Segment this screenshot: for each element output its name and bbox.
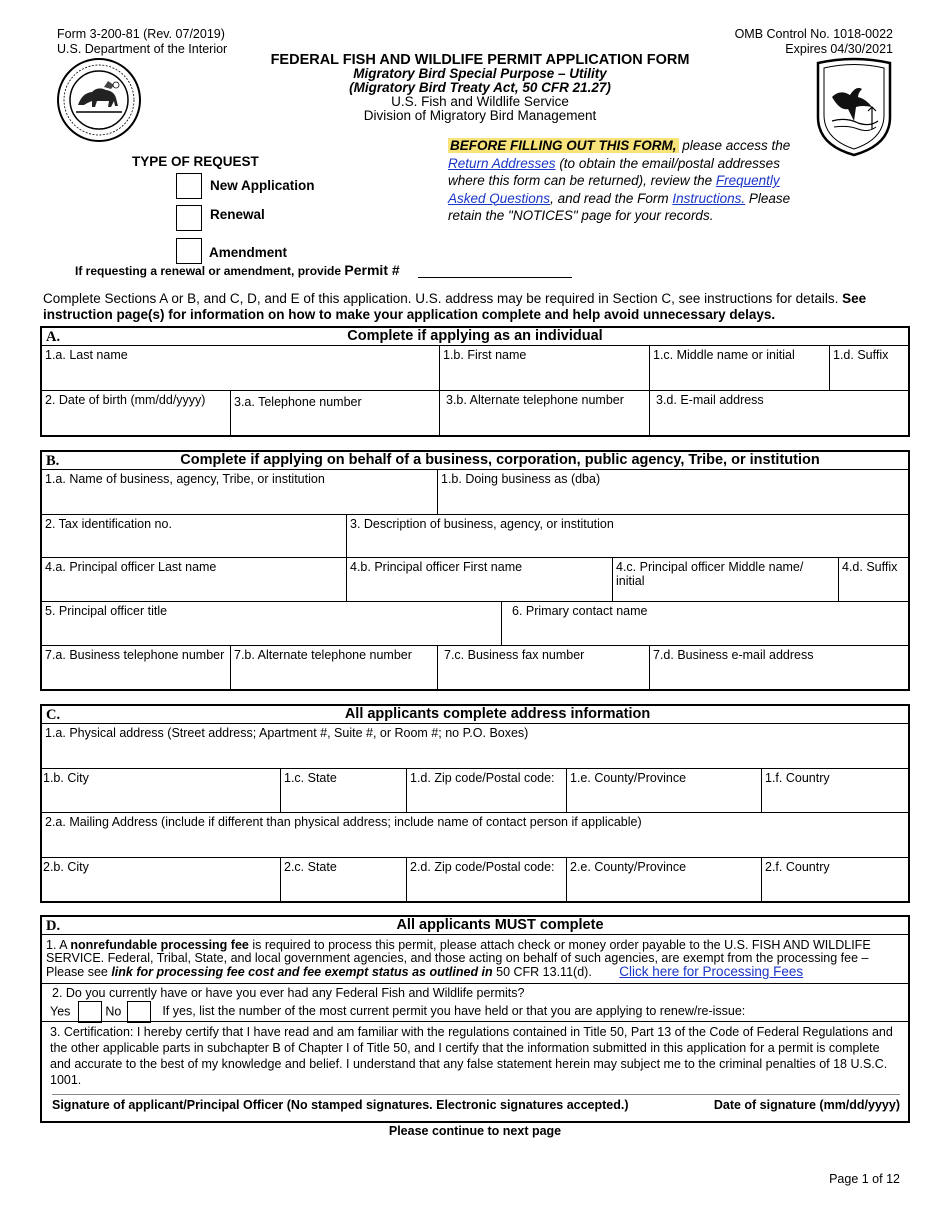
page-number: Page 1 of 12	[829, 1172, 900, 1186]
certification-text: 3. Certification: I hereby certify that I have read and am familiar with the regulations contained in Title 50, Part 13 of the Code of Federal Regulations and the other applicable parts in subchapter B of Chapter I of Title 50, and I certify that the information submitted in this application for a permit is complete and accurate to the best of my knowledge and belief. I understand that any false statement herein may subject me to the criminal penalties of 18 U.S.C. 1001.	[50, 1025, 893, 1087]
section-b	[40, 450, 910, 691]
section-a-header	[42, 328, 908, 346]
signature-date-label: Date of signature (mm/dd/yyyy)	[713, 1098, 900, 1112]
form-authority: (Migratory Bird Treaty Act, 50 CFR 21.27)	[349, 80, 611, 95]
business-name-label: 1.a. Name of business, agency, Tribe, or institution	[45, 472, 325, 486]
business-telephone-field[interactable]	[42, 646, 231, 690]
section-c-row-4	[42, 858, 908, 901]
section-c-title: All applicants complete address information	[344, 706, 651, 722]
business-fax-field[interactable]	[438, 646, 650, 690]
officer-middle-name-field[interactable]	[613, 558, 839, 601]
physical-address-label: 1.a. Physical address (Street address; Apartment #, Suite #, or Room #; no P.O. Boxes)	[45, 726, 529, 740]
notice-text-2: (to obtain the email/postal addresses where this form can be returned), review the	[448, 155, 780, 188]
alternate-telephone-field[interactable]	[440, 391, 650, 435]
section-a-row-2	[42, 391, 908, 435]
section-b-header	[42, 452, 908, 470]
officer-suffix-field[interactable]	[839, 558, 908, 601]
instructions-link[interactable]: Instructions.	[672, 190, 746, 206]
section-a-row-1	[42, 346, 908, 391]
telephone-field[interactable]	[231, 391, 440, 435]
zip-2-field[interactable]	[407, 858, 567, 901]
previous-permits-question: 2. Do you currently have or have you ever had any Federal Fish and Wildlife permits?	[52, 986, 525, 1000]
email-label: 3.d. E-mail address	[656, 393, 764, 407]
business-alt-telephone-label: 7.b. Alternate telephone number	[234, 648, 412, 662]
faq-link[interactable]: Frequently Asked Questions	[448, 173, 780, 206]
yes-label: Yes	[50, 1004, 71, 1019]
expiration-date: Expires 04/30/2021	[785, 42, 893, 56]
middle-name-field[interactable]	[650, 346, 830, 390]
section-d	[40, 915, 910, 1123]
processing-fees-link[interactable]: Click here for Processing Fees	[619, 964, 804, 979]
division-name: Division of Migratory Bird Management	[363, 108, 597, 123]
section-a-letter: A.	[46, 329, 61, 345]
signature-line[interactable]	[52, 1094, 900, 1095]
business-description-label: 3. Description of business, agency, or institution	[350, 517, 614, 531]
section-c-row-2	[42, 769, 908, 813]
state-2-field[interactable]	[281, 858, 407, 901]
amendment-label: Amendment	[209, 245, 288, 260]
section-c-letter: C.	[46, 707, 61, 723]
amendment-checkbox[interactable]	[176, 238, 202, 264]
section-b-row-2	[42, 515, 908, 558]
section-b-letter: B.	[46, 453, 60, 469]
primary-contact-field[interactable]	[502, 602, 908, 645]
section-c	[40, 704, 910, 903]
intro-text: Complete Sections A or B, and C, D, and E of this application. U.S. address may be required in Section C, see instructions for details.	[43, 291, 839, 306]
section-a	[40, 326, 910, 437]
fee-text-e: 50 CFR 13.11(d).	[492, 965, 592, 979]
officer-title-field[interactable]	[42, 602, 502, 645]
officer-last-name-label: 4.a. Principal officer Last name	[45, 560, 217, 574]
officer-first-name-field[interactable]	[347, 558, 613, 601]
form-title-block	[200, 53, 760, 123]
fee-text-c: is required to process this permit, please attach check or money order payable to the U.S. FISH AND WILDLIFE SERVICE. Federal, Tribal, State, and local government agencies, and those acting on behalf of such agencies, are exempt from the processing fee – Please see	[46, 938, 871, 979]
city-1-field[interactable]	[42, 769, 281, 812]
dba-field[interactable]	[438, 470, 908, 514]
fish-wildlife-service-shield-icon	[812, 57, 896, 157]
suffix-label: 1.d. Suffix	[833, 348, 889, 362]
section-b-row-4	[42, 602, 908, 646]
mailing-address-field[interactable]	[42, 813, 908, 857]
continue-notice: Please continue to next page	[388, 1124, 562, 1138]
zip-1-label: 1.d. Zip code/Postal code:	[410, 771, 555, 785]
mailing-address-label: 2.a. Mailing Address (include if different than physical address; include name of contact person if applicable)	[45, 815, 642, 829]
county-1-field[interactable]	[567, 769, 762, 812]
section-a-title: Complete if applying as an individual	[347, 328, 603, 344]
officer-title-label: 5. Principal officer title	[45, 604, 168, 618]
form-title: FEDERAL FISH AND WILDLIFE PERMIT APPLICATION FORM	[270, 52, 690, 68]
dba-label: 1.b. Doing business as (dba)	[441, 472, 601, 486]
tax-id-label: 2. Tax identification no.	[45, 517, 172, 531]
fee-text-italic: link for processing fee cost and fee exempt status as outlined in	[111, 965, 493, 979]
business-fax-label: 7.c. Business fax number	[444, 648, 585, 662]
county-2-label: 2.e. County/Province	[570, 860, 687, 874]
date-of-birth-label: 2. Date of birth (mm/dd/yyyy)	[45, 393, 206, 407]
previous-permits-block	[42, 984, 908, 1022]
no-checkbox[interactable]	[127, 1001, 151, 1023]
county-2-field[interactable]	[567, 858, 762, 901]
country-1-label: 1.f. Country	[765, 771, 830, 785]
permit-number-question: If yes, list the number of the most current permit you have held or that you are applying to renew/re-issue:	[162, 1004, 746, 1019]
section-c-row-3	[42, 813, 908, 858]
business-name-field[interactable]	[42, 470, 438, 514]
agency-name: U.S. Fish and Wildlife Service	[391, 94, 569, 109]
notice-text-3: , and read the Form	[550, 190, 673, 206]
processing-fee-block	[42, 935, 908, 984]
section-b-row-5	[42, 646, 908, 690]
first-name-field[interactable]	[440, 346, 650, 390]
fee-text-bold: nonrefundable processing fee	[70, 938, 249, 952]
middle-name-label: 1.c. Middle name or initial	[653, 348, 795, 362]
zip-1-field[interactable]	[407, 769, 567, 812]
zip-2-label: 2.d. Zip code/Postal code:	[410, 860, 555, 874]
permit-number-prompt	[75, 262, 400, 278]
form-number: Form 3-200-81 (Rev. 07/2019)	[57, 27, 225, 41]
no-label: No	[105, 1004, 122, 1019]
section-c-header	[42, 706, 908, 724]
first-name-label: 1.b. First name	[443, 348, 527, 362]
physical-address-field[interactable]	[42, 724, 908, 768]
business-alt-telephone-field[interactable]	[231, 646, 438, 690]
city-2-field[interactable]	[42, 858, 281, 901]
telephone-label: 3.a. Telephone number	[234, 395, 362, 409]
last-name-field[interactable]	[42, 346, 440, 390]
section-b-row-1	[42, 470, 908, 515]
suffix-field[interactable]	[830, 346, 908, 390]
permit-number-input[interactable]	[418, 262, 572, 278]
new-application-label: New Application	[210, 178, 315, 193]
country-1-field[interactable]	[762, 769, 908, 812]
last-name-label: 1.a. Last name	[45, 348, 128, 362]
date-of-birth-field[interactable]	[42, 391, 231, 435]
certification-block	[42, 1022, 908, 1090]
state-1-label: 1.c. State	[284, 771, 337, 785]
country-2-field[interactable]	[762, 858, 908, 901]
state-1-field[interactable]	[281, 769, 407, 812]
section-b-row-3	[42, 558, 908, 602]
department-of-interior-seal-icon	[56, 57, 142, 143]
business-email-field[interactable]	[650, 646, 908, 690]
fee-text-a: 1. A	[46, 938, 71, 952]
renewal-label: Renewal	[210, 207, 265, 222]
section-c-row-1	[42, 724, 908, 769]
country-2-label: 2.f. Country	[765, 860, 830, 874]
business-email-label: 7.d. Business e-mail address	[653, 648, 814, 662]
officer-first-name-label: 4.b. Principal officer First name	[350, 560, 523, 574]
section-d-header	[42, 917, 908, 935]
county-1-label: 1.e. County/Province	[570, 771, 687, 785]
officer-suffix-label: 4.d. Suffix	[842, 560, 898, 574]
officer-middle-name-label: 4.c. Principal officer Middle name/ initial	[616, 560, 804, 588]
state-2-label: 2.c. State	[284, 860, 337, 874]
instructions-intro	[43, 291, 905, 323]
city-2-label: 2.b. City	[43, 860, 89, 874]
before-filling-notice	[448, 137, 793, 225]
return-addresses-link[interactable]: Return Addresses	[448, 155, 556, 171]
form-subtitle: Migratory Bird Special Purpose – Utility	[353, 66, 607, 81]
permit-prompt-text: If requesting a renewal or amendment, provide	[75, 264, 342, 278]
section-d-letter: D.	[46, 918, 61, 934]
permit-prompt-word: Permit #	[344, 262, 400, 278]
email-field[interactable]	[650, 391, 908, 435]
yes-checkbox[interactable]	[78, 1001, 102, 1023]
intro-bold-text: See instruction page(s) for information on how to make your application complete and help avoid unnecessary delays.	[43, 291, 867, 322]
officer-last-name-field[interactable]	[42, 558, 347, 601]
notice-text-1: please access the	[678, 138, 791, 153]
omb-control-number: OMB Control No. 1018-0022	[734, 27, 893, 41]
renewal-checkbox[interactable]	[176, 205, 202, 231]
primary-contact-label: 6. Primary contact name	[512, 604, 648, 618]
business-description-field[interactable]	[347, 515, 908, 557]
department-name: U.S. Department of the Interior	[57, 42, 228, 56]
notice-highlight: BEFORE FILLING OUT THIS FORM,	[450, 138, 677, 153]
business-telephone-label: 7.a. Business telephone number	[45, 648, 225, 662]
section-b-title: Complete if applying on behalf of a business, corporation, public agency, Tribe, or institution	[180, 452, 820, 468]
section-d-title: All applicants MUST complete	[396, 917, 604, 933]
new-application-checkbox[interactable]	[176, 173, 202, 199]
type-of-request-title: TYPE OF REQUEST	[132, 154, 259, 169]
signature-label: Signature of applicant/Principal Officer (No stamped signatures. Electronic signatures accepted.)	[52, 1098, 629, 1112]
tax-id-field[interactable]	[42, 515, 347, 557]
city-1-label: 1.b. City	[43, 771, 89, 785]
alternate-telephone-label: 3.b. Alternate telephone number	[446, 393, 624, 407]
notice-text-4: Please retain the "NOTICES" page for your records.	[448, 190, 791, 223]
